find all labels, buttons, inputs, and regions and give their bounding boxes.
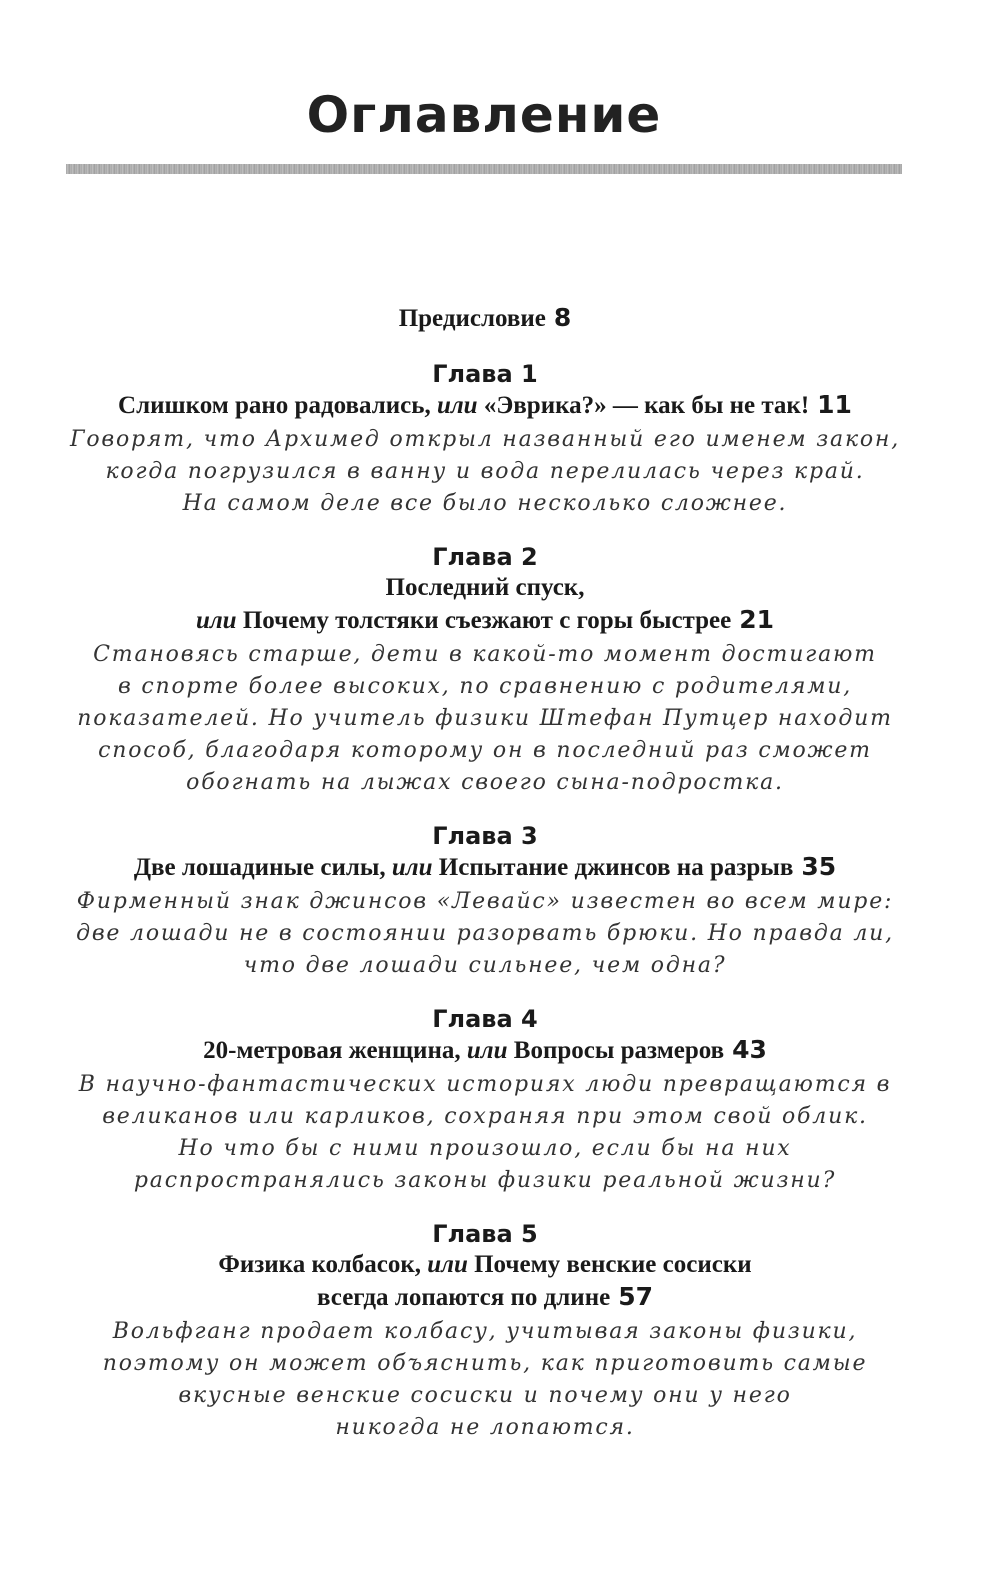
- description-line: никогда не лопаются.: [335, 1415, 635, 1440]
- chapter-number: Глава 1: [432, 360, 538, 388]
- description-line: Вольфганг продает колбасу, учитывая законы физики,: [112, 1319, 858, 1344]
- toc-chapter-entry[interactable]: [60, 1004, 910, 1197]
- chapter-description: [60, 886, 910, 982]
- description-line: показателей. Но учитель физики Штефан Путцер находит: [77, 706, 893, 731]
- description-line: В научно-фантастических историях люди превращаются в: [78, 1072, 892, 1097]
- chapter-number: Глава 5: [432, 1220, 538, 1248]
- chapter-page-number: 57: [618, 1282, 653, 1311]
- title-text: всегда лопаются по длине: [317, 1284, 611, 1311]
- chapter-title: [60, 1034, 910, 1067]
- chapter-title-line: [60, 572, 910, 604]
- chapter-number: Глава 3: [432, 822, 538, 850]
- title-text: «Эврика?» — как бы не так!: [477, 392, 810, 419]
- chapter-description: [60, 1069, 910, 1197]
- title-text: Физика колбасок,: [218, 1251, 428, 1278]
- toc-preface[interactable]: [60, 302, 910, 335]
- preface-page-number: 8: [553, 303, 572, 332]
- table-of-contents: [60, 302, 910, 1466]
- toc-chapter-entry[interactable]: [60, 542, 910, 799]
- chapter-title-line: [60, 389, 910, 422]
- description-line: две лошади не в состоянии разорвать брюки. Но правда ли,: [76, 921, 894, 946]
- title-text: Вопросы размеров: [507, 1037, 725, 1064]
- title-text: Последний спуск,: [385, 574, 585, 601]
- description-line: обогнать на лыжах своего сына-подростка.: [186, 770, 784, 795]
- toc-chapter-entry[interactable]: [60, 359, 910, 520]
- title-conjunction: или: [391, 854, 433, 881]
- description-line: поэтому он может объяснить, как приготовить самые: [102, 1351, 868, 1376]
- page-title: Оглавление: [306, 86, 662, 144]
- chapter-page-number: 11: [817, 390, 852, 419]
- description-line: распространялись законы физики реальной жизни?: [133, 1168, 837, 1193]
- chapter-number: Глава 2: [432, 543, 538, 571]
- description-line: На самом деле все было несколько сложнее.: [182, 491, 788, 516]
- chapter-page-number: 35: [801, 852, 837, 881]
- title-text: 20-метровая женщина,: [203, 1037, 467, 1064]
- chapter-title-line: [60, 1034, 910, 1067]
- chapter-page-number: 43: [732, 1035, 767, 1064]
- title-text: Две лошадиные силы,: [133, 854, 392, 881]
- title-conjunction: или: [427, 1251, 468, 1278]
- chapter-title-line: [60, 1249, 910, 1281]
- description-line: Фирменный знак джинсов «Левайс» известен во всем мире:: [76, 889, 894, 914]
- title-conjunction: или: [436, 392, 478, 419]
- chapter-description: [60, 639, 910, 799]
- description-line: в спорте более высоких, по сравнению с родителями,: [117, 674, 853, 699]
- chapter-list: [60, 359, 910, 1444]
- title-text: Почему толстяки съезжают с горы быстрее: [236, 607, 732, 634]
- toc-chapter-entry[interactable]: [60, 1219, 910, 1444]
- description-line: Но что бы с ними произошло, если бы на них: [178, 1136, 792, 1161]
- preface-label: Предисловие: [398, 305, 546, 332]
- toc-chapter-entry[interactable]: [60, 821, 910, 982]
- chapter-number: Глава 4: [432, 1005, 538, 1033]
- chapter-title: [60, 851, 910, 884]
- chapter-page-number: 21: [739, 605, 775, 634]
- chapter-title: [60, 1249, 910, 1314]
- chapter-title-line: [60, 604, 910, 637]
- chapter-description: [60, 1316, 910, 1444]
- description-line: что две лошади сильнее, чем одна?: [243, 953, 727, 978]
- description-line: Говорят, что Архимед открыл названный его именем закон,: [69, 427, 901, 452]
- chapter-description: [60, 424, 910, 520]
- title-text: Слишком рано радовались,: [118, 392, 437, 419]
- description-line: вкусные венские сосиски и почему они у него: [178, 1383, 792, 1408]
- title-text: Почему венские сосиски: [467, 1251, 752, 1278]
- chapter-title: [60, 572, 910, 637]
- title-text: Испытание джинсов на разрыв: [432, 854, 794, 881]
- description-line: великанов или карликов, сохраняя при этом свой облик.: [102, 1104, 868, 1129]
- title-conjunction: или: [195, 607, 237, 634]
- description-line: когда погрузился в ванну и вода перелилась через край.: [105, 459, 865, 484]
- chapter-title: [60, 389, 910, 422]
- title-conjunction: или: [466, 1037, 508, 1064]
- chapter-title-line: [60, 851, 910, 884]
- title-divider: [66, 164, 902, 174]
- description-line: Становясь старше, дети в какой-то момент достигают: [93, 642, 877, 667]
- description-line: способ, благодаря которому он в последний раз сможет: [98, 738, 872, 763]
- chapter-title-line: [60, 1281, 910, 1314]
